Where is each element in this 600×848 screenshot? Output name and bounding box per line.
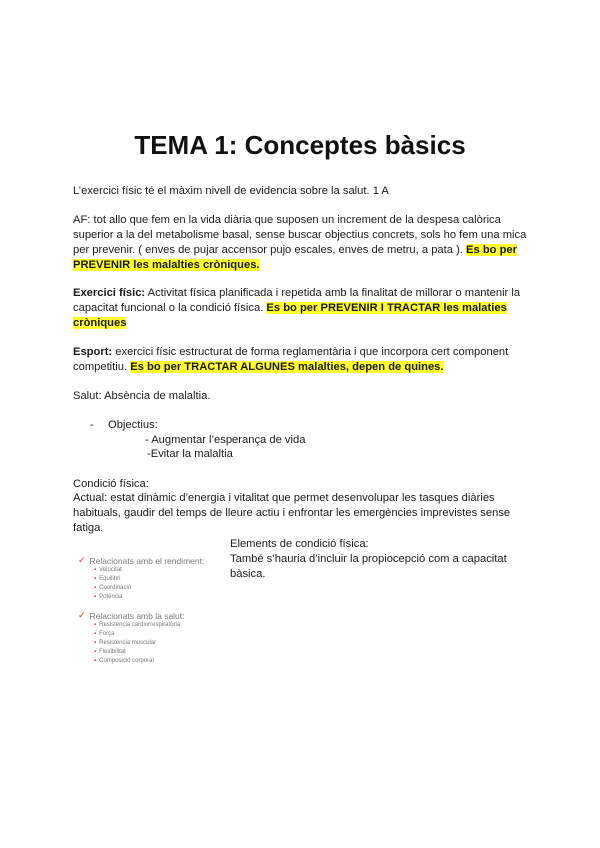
esport-highlight: Es bo per TRACTAR ALGUNES malalties, depen de quines.: [130, 361, 444, 373]
figure-list-item: ▪ Resistència cardiorrespiratòria: [94, 622, 181, 628]
esport-term: Esport:: [73, 346, 113, 358]
bullet-icon: ▪: [94, 649, 97, 655]
fitness-components-figure: [78, 555, 238, 685]
figure-list-item: ▪ Composició corporal: [94, 658, 154, 664]
paragraph-salut: Salut: Absència de malaltia.: [73, 390, 211, 402]
elements-block: [230, 537, 530, 582]
paragraph-esport: [73, 345, 533, 375]
figure-list-item: ▪ Potència: [94, 594, 123, 600]
figure-group-title: ✓ Relacionats amb el rendiment:: [78, 555, 205, 566]
bullet-icon: ▪: [94, 567, 97, 573]
bullet-icon: ▪: [94, 640, 97, 646]
bullet-icon: ▪: [94, 585, 97, 591]
paragraph-af: [73, 213, 533, 273]
check-icon: ✓: [78, 555, 86, 565]
elements-text: També s’hauria d’incluir la propiocepció com a capacitat bàsica.: [230, 553, 507, 580]
exercici-text: Activitat física planificada i repetida amb la finalitat de millorar o mantenir la capacitat funcional o la condició física.: [73, 287, 521, 314]
figure-list-item: ▪ Equilibri: [94, 576, 121, 582]
af-highlight: Es bo per PREVENIR les malalties cròniques.: [73, 244, 518, 271]
bullet-icon: ▪: [94, 631, 97, 637]
bullet-icon: ▪: [94, 594, 97, 600]
page-title: TEMA 1: Conceptes bàsics: [134, 130, 466, 160]
paragraph-evidence: L’exercici físic té el màxim nivell de evidencia sobre la salut. 1 A: [73, 185, 389, 197]
figure-list: [78, 621, 238, 666]
figure-list-item: ▪ Resistència muscular: [94, 640, 157, 646]
figure-list-item: ▪ Coordinació: [94, 585, 132, 591]
figure-list-item: ▪ Velocitat: [94, 567, 122, 573]
condicio-text: Actual: estat dinàmic d’energia i vitalitat que permet desenvolupar les tasques diàries habituals, gaudir del temps de lleure actiu i enfrontar les emergències imprevistes sense fatiga.: [73, 492, 511, 534]
elements-heading: Elements de condició física:: [230, 538, 369, 550]
bullet-icon: ▪: [94, 658, 97, 664]
exercici-term: Exercici físic:: [73, 287, 146, 299]
condicio-heading: Condició física:: [73, 478, 149, 490]
bullet-icon: ▪: [94, 622, 97, 628]
objective-item: -Evitar la malaltia: [147, 448, 233, 460]
check-icon: ✓: [78, 610, 86, 620]
objectives-label: Objectius:: [108, 419, 158, 431]
objective-item: - Augmentar l’esperança de vida: [145, 434, 306, 446]
objectives-dash: -: [90, 419, 94, 431]
af-text: AF: tot allo que fem en la vida diària que suposen un increment de la despesa calòrica superior a la del metabolisme basal, sense buscar objectius concrets, sols ho fem una mica per prevenir. ( enves de pujar accensor pujo escales, enves de metru, a pata ).: [73, 214, 527, 256]
paragraph-exercici: [73, 286, 533, 331]
exercici-highlight: Es bo per PREVENIR I TRACTAR les malaties cròniques: [73, 302, 507, 329]
figure-list: [78, 566, 238, 602]
figure-list-item: ▪ Força: [94, 631, 115, 637]
esport-text: exercici físic estructurat de forma reglamentària i que incorpora cert component competitiu.: [73, 346, 509, 373]
bullet-icon: ▪: [94, 576, 97, 582]
figure-list-item: ▪ Flexibilitat: [94, 649, 126, 655]
figure-group-title: ✓ Relacionats amb la salut:: [78, 610, 185, 621]
